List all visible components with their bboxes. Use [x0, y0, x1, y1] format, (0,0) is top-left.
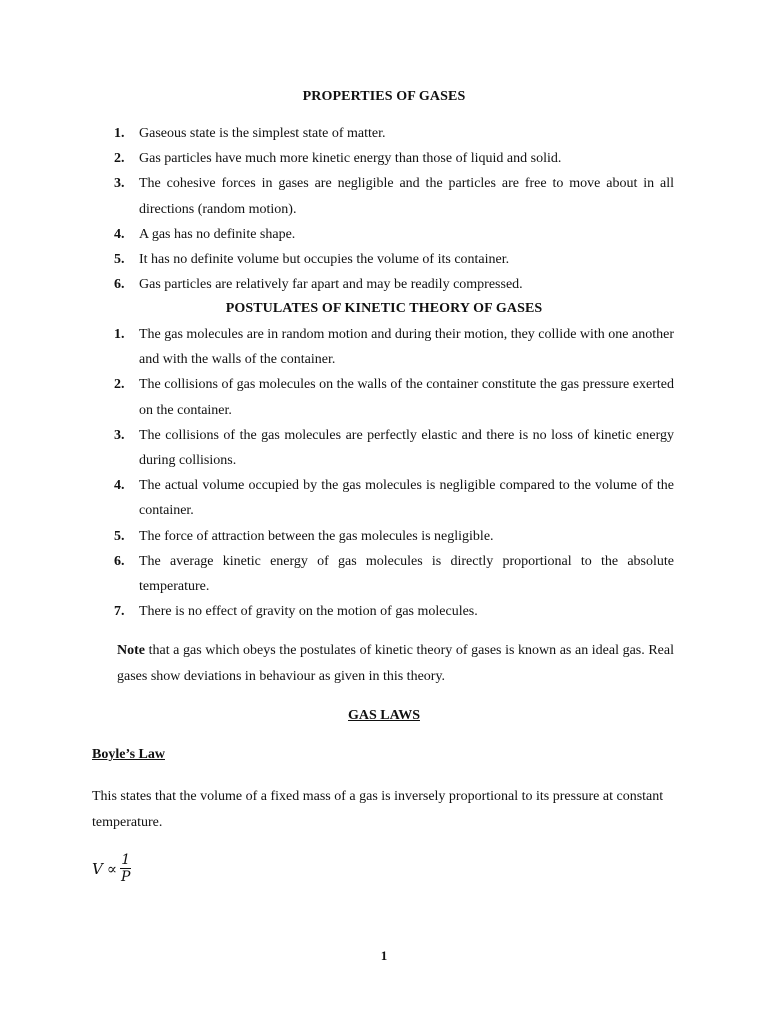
list-item — [114, 222, 674, 247]
list-item-text: The cohesive forces in gases are negligible and the particles are free to move about in all directions (random motion). — [139, 176, 674, 217]
list-item-number: 6. — [114, 277, 125, 293]
list-item-number: 3. — [114, 176, 125, 192]
list-item — [114, 171, 674, 221]
formula-fraction — [120, 852, 131, 885]
note-paragraph — [117, 638, 674, 690]
list-item-number: 4. — [114, 226, 125, 242]
list-item-text: There is no effect of gravity on the motion of gas molecules. — [139, 604, 478, 620]
list-item-text: The average kinetic energy of gas molecules is directly proportional to the absolute temperature. — [139, 553, 674, 595]
list-item-number: 6. — [114, 553, 125, 569]
page-number: 1 — [380, 948, 388, 963]
list-item — [114, 121, 674, 146]
list-item-text: The collisions of the gas molecules are perfectly elastic and there is no loss of kinetic energy during collisions. — [139, 427, 674, 469]
formula-denominator: P — [121, 869, 131, 885]
list-item-number: 2. — [114, 377, 125, 393]
list-item-number: 7. — [114, 604, 125, 620]
list-item-text: It has no definite volume but occupies the volume of its container. — [139, 252, 510, 268]
list-item — [114, 473, 674, 523]
list-item-text: The force of attraction between the gas molecules is negligible. — [139, 528, 494, 544]
list-item — [114, 549, 674, 599]
note-text: that a gas which obeys the postulates of kinetic theory of gases is known as an ideal gas. Real gases show deviations in behaviour as given in this theory. — [117, 643, 674, 684]
boyles-law-formula — [92, 852, 131, 885]
list-item — [114, 247, 674, 272]
gas-laws-heading: GAS LAWS — [348, 708, 420, 723]
proportional-symbol: ∝ — [106, 859, 117, 878]
list-item — [114, 322, 674, 372]
postulates-title: POSTULATES OF KINETIC THEORY OF GASES — [225, 301, 543, 316]
properties-list — [114, 121, 674, 297]
note-label: Note — [117, 643, 145, 658]
list-item-text: The actual volume occupied by the gas molecules is negligible compared to the volume of the container. — [139, 478, 674, 519]
list-item-text: Gaseous state is the simplest state of matter. — [139, 126, 386, 141]
list-item — [114, 372, 674, 422]
list-item-number: 1. — [114, 126, 125, 141]
boyles-law-text: This states that the volume of a fixed mass of a gas is inversely proportional to its pressure at constant temperature. — [92, 789, 664, 830]
list-item — [114, 524, 674, 549]
list-item-number: 1. — [114, 327, 125, 342]
list-item-text: The gas molecules are in random motion and during their motion, they collide with one another and with the walls of the container. — [139, 327, 674, 368]
list-item-number: 3. — [114, 427, 125, 443]
list-item-number: 2. — [114, 151, 125, 167]
list-item — [114, 146, 674, 171]
list-item — [114, 272, 674, 297]
boyles-law-heading: Boyle’s Law — [92, 747, 165, 762]
postulates-list — [114, 322, 674, 624]
list-item-text: The collisions of gas molecules on the walls of the container constitute the gas pressure exerted on the container. — [139, 377, 674, 418]
formula-numerator: 1 — [121, 852, 131, 868]
list-item-number: 5. — [114, 252, 125, 268]
properties-title: PROPERTIES OF GASES — [302, 89, 466, 104]
list-item-text: Gas particles are relatively far apart and may be readily compressed. — [139, 277, 523, 293]
formula-lhs: V — [92, 859, 103, 878]
list-item — [114, 423, 674, 473]
list-item-text: A gas has no definite shape. — [139, 226, 296, 242]
list-item-number: 4. — [114, 478, 125, 494]
list-item-text: Gas particles have much more kinetic energy than those of liquid and solid. — [139, 151, 562, 167]
list-item — [114, 599, 674, 624]
list-item-number: 5. — [114, 528, 125, 544]
